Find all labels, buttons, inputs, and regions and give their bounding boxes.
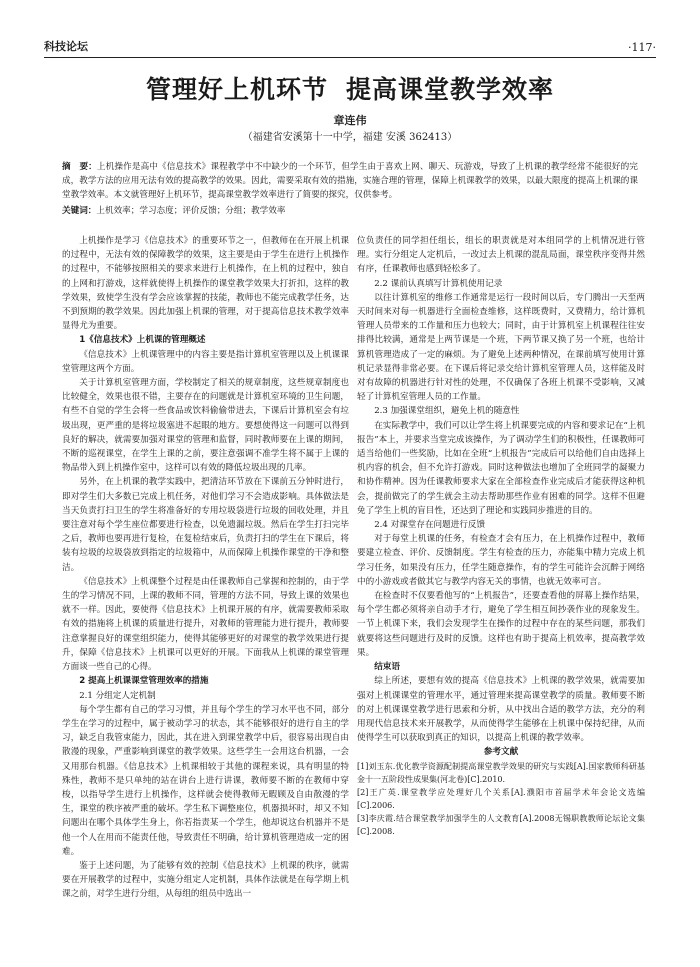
body-paragraph: 在实际教学中，我们可以让学生将上机课要完成的内容和要求记在“上机报告”本上，并要求当堂完成该操作，为了调动学生们的积极性，任课教师可适当给他们一些奖励，比如在全班“上机报告”完成后可以给他们自由选择上机内容的机会，但不允许打游戏。同时这种做法也增加了全班同学的凝聚力和协作精神。因为任课教师要求大家在全部检查作业完成后才能获得这种机会，提前做完了的学生就会主动去帮助那些作业有困难的同学。这样不但避免了学生上机的盲目性，还达到了理论和实践同步推进的目的。 [357,420,645,516]
article-title [0,70,700,106]
subsection-heading: 2.2 课前认真填写计算机使用记录 [374,278,503,289]
keywords-label: 关键词： [62,206,97,216]
abstract-text: 上机操作是高中《信息技术》课程教学中不中缺少的一个环节，但学生由于喜欢上网、聊天、玩游戏，导致了上机课的教学经常不能很好的完成，教学方法的应用无法有效的提高教学的效果。因此，需要采取有效的措施，实施合理的管理，保障上机课教学的效果，以最大限度的提高上机课的课堂教学效率。本文就管理好上机环节，提高课堂教学效率进行了简要的探究，仅供参考。 [62,162,638,200]
body-paragraph: 鉴于上述问题，为了能够有效的控制《信息技术》上机课的秩序，就需要在开展教学的过程中，实施分组定人定机制，具体作法就是在每学期上机课之前，对学生进行分组，从每组的组员中选出一 [62,860,349,900]
body-paragraph: 对于每堂上机课的任务，有检查才会有压力，在上机操作过程中，教师要建立检查、评价、反馈制度。学生有检查的压力，亦能集中精力完成上机学习任务，如果没有压力，任学生随意操作，有的学生可能许会沉醉于网络中的小游戏或者做其它与教学内容无关的事情，也就无效率可言。 [357,534,645,587]
body-paragraph: 在检查时不仅要看他写的“上机报告”，还要查看他的屏幕上操作结果，每个学生都必须将亲自动手才行，避免了学生相互间抄袭作业的现象发生。一节上机课下来，我们会发现学生在操作的过程中存在的某些问题，那我们就要将这些问题进行及时的反馈。这样也有助于提高上机效率，提高教学效果。 [357,591,645,658]
journal-section-name: 科技论坛 [44,40,88,53]
abstract-block [62,160,638,218]
references-heading: 参考文献 [483,747,519,758]
title-part-2: 提高课堂教学效率 [346,75,555,104]
body-paragraph: 位负责任的同学担任组长，组长的职责就是对本组同学的上机情况进行管理。实行分组定人定机后，一改过去上机课的混乱局面，课堂秩序变得井然有序，任课教师也感到轻松多了。 [357,236,645,275]
keywords-text: 上机效率；学习态度；评价反馈；分组；教学效率 [96,206,286,216]
reference-item: [2]王广英.课堂教学应处理好几个关系[A].濮阳市首届学术年会论文选编[C].2006. [357,787,645,810]
body-column-right [357,234,645,949]
keywords-line [62,204,638,218]
subsection-heading: 2.1 分组定人定机制 [79,690,156,701]
body-paragraph: 上机操作是学习《信息技术》的重要环节之一，但教师在在开展上机课的过程中，无法有效的保障教学的效果，这主要是由于学生在进行上机操作的过程中，不能够按照相关的要求来进行上机操作，在上机的过程中，独自的上网和打游戏，这样就使得上机操作的课堂教学效果大打折扣，这样的教学效果，致使学生没有学会应该掌握的技能，教师也不能完成教学任务，达不到预期的教学效果。因此加强上机课的管理，对于提高信息技术教学效率显得尤为重要。 [62,236,349,332]
reference-item: [1]刘玉东.优化教学资源配制提高课堂教学效果的研究与实践[A].国家教师科研基金十一五阶段性成果集(河北卷)[C].2010. [357,761,645,784]
author-affiliation: （福建省安溪第十一中学，福建 安溪 362413） [242,132,458,143]
body-paragraph: 每个学生都有自己的学习习惯，并且每个学生的学习水平也不同，部分学生在学习的过程中，属于被动学习的状态，其不能够很好的进行自主的学习，缺乏自我管束能力，因此，其在进入到课堂教学中后，很容易出现自由散漫的现象，严重影响到课堂的教学效果。这些学生一会用这台机器，一会又用那台机器。《信息技术》上机课相较于其他的课程来说，具有明显的特殊性，教师不是只单纯的站在讲台上进行讲课，教师要不断的在教师中穿梭，以指导学生进行上机操作，这样就会使得教师无暇顾及自由散漫的学生，课堂的秩序被严重的破坏。学生私下调整座位，机器损坏时，却又不知问题出在哪个具体学生身上，你若指责某一个学生，他却说这台机器并不是他一个人在用而不能责任他，导致责任不明确，给计算机管理造成一定的困难。 [62,704,349,857]
subsection-heading: 2.4 对课堂存在问题进行反馈 [374,520,486,531]
section-heading: 1《信息技术》上机课的管理概述 [79,335,206,346]
title-part-1: 管理好上机环节 [145,75,328,104]
reference-item: [3]李庆霞.结合课堂教学加强学生的人文教育[A].2008无锡职教教师论坛论文集[C].2008. [357,813,645,836]
body-paragraph: 综上所述，要想有效的提高《信息技术》上机课的教学效果，就需要加强对上机课课堂的管理水平，通过管理来提高课堂教学的质量。教师要不断的对上机课课堂教学进行思索和分析，从中找出合适的教学方法，充分的利用现代信息技术来开展教学，从而使得学生能够在上机课中保持纪律，从而使得学生可以获取到真正的知识，以提高上机课的教学效率。 [357,676,645,744]
section-heading: 2 提高上机课课堂管理效率的措施 [79,676,209,687]
body-column-left [62,234,349,949]
body-paragraph: 关于计算机室管理方面，学校制定了相关的规章制度，这些规章制度也比较健全，效果也很不错，主要存在的问题就是计算机室环境的卫生问题，有些不自觉的学生会将一些食品或饮料偷偷带进去，下课后计算机室会有垃圾出现，更严重的是将垃圾塞进不起眼的地方。要想使得这一问题可以得到良好的解决，就需要加强对课堂的管理和监督，同时教师要在上课的期间，不断的巡视课堂，在学生上课的之前，要注意强调不准学生将不属于上课的物品带入到上机操作室中，这样可以有效的降低垃圾出现的几率。 [62,378,349,474]
body-paragraph: 《信息技术》上机课管理中的内容主要是指计算机室管理以及上机课课堂管理这两个方面。 [62,349,349,374]
body-paragraph: 另外，在上机课的教学实践中，把清洁环节放在下课前五分钟时进行，即对学生们大多数已完成上机任务，对他们学习不会造成影响。具体做法是当天负责打扫卫生的学生将准备好的专用垃圾袋进行垃圾的回收处理，并且要注意对每个学生座位都要进行检查，以免遗漏垃圾。然后在学生打扫完毕之后，教师也要再进行复检，在复检结束后，负责打扫的学生在下课后，将装有垃圾的垃圾袋放到指定的垃圾箱中，从而保障上机操作课堂的干净和整洁。 [62,477,349,573]
body-paragraph: 以往计算机室的维修工作通常是运行一段时间以后，专门腾出一天至两天时间来对每一机器进行全面检查维修，这样既费时，又费精力，给计算机管理人员带来的工作量和压力也较大；同时，由于计算机室上机课程往往安排得比较满，通常是上两节课是一个班，下两节课又换了另一个班，也给计算机管理造成了一定的麻烦。为了避免上述两种情况，在课前填写使用计算机记录显得非常必要。在下课后将记录交给计算机室管理人员，这样能及时对有故障的机器进行针对性的处理，不仅确保了各班上机课不受影响，又减轻了计算机室管理人员的工作量。 [357,292,645,403]
running-header [44,36,656,58]
abstract-label: 摘 要： [62,162,97,172]
author-name: 章连伟 [333,114,367,127]
body-paragraph: 《信息技术》上机课整个过程是由任课教师自己掌握和控制的，由于学生的学习情况不同，上课的教师不同，管理的方法不同，导致上课的效果也就不一样。因此，要使得《信息技术》上机课开展的有序，就需要教师采取有效的措施将上机课的质量进行提升，对教师的管理能力进行提升，教师要注意掌握良好的课堂组织能力，使得其能够更好的对课堂的教学效果进行提升，保障《信息技术》上机课可以更好的开展。下面我从上机课的课堂管理方面谈一些自己的心得。 [62,576,349,673]
reference-list [357,760,645,838]
page-number: ·117· [628,41,656,54]
abstract-paragraph [62,160,638,202]
subsection-heading: 2.3 加强课堂组织，避免上机的随意性 [374,406,520,417]
section-heading: 结束语 [374,662,400,673]
